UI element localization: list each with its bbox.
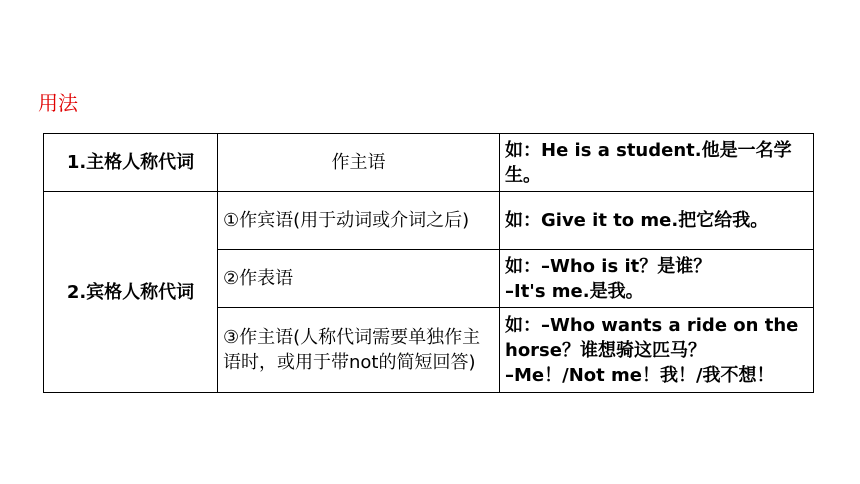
example-cell: [500, 250, 814, 308]
table-row: [44, 134, 814, 192]
pronoun-usage-table: [43, 133, 814, 393]
example-line: 如：–Who is it？是谁？: [505, 255, 712, 277]
function-cell: 作主语: [218, 134, 500, 192]
example-line: –Me！/Not me！我！/我不想！: [505, 364, 775, 386]
example-line: 如：–Who wants a ride on the horse？谁想骑这匹马？: [505, 314, 799, 361]
example-line: 如：Give it to me.把它给我。: [505, 210, 769, 231]
example-cell: [500, 308, 814, 393]
function-cell: ②作表语: [218, 250, 500, 308]
example-line: –It's me.是我。: [505, 280, 644, 302]
example-cell: [500, 192, 814, 250]
example-cell: [500, 134, 814, 192]
term-cell: 2.宾格人称代词: [44, 192, 218, 393]
section-heading: 用法: [38, 91, 78, 115]
example-line: 如：He is a student.他是一名学生。: [505, 139, 792, 186]
function-cell: ①作宾语(用于动词或介词之后): [218, 192, 500, 250]
table-row: [44, 192, 814, 250]
function-cell: ③作主语(人称代词需要单独作主语时，或用于带not的简短回答): [218, 308, 500, 393]
term-cell: 1.主格人称代词: [44, 134, 218, 192]
